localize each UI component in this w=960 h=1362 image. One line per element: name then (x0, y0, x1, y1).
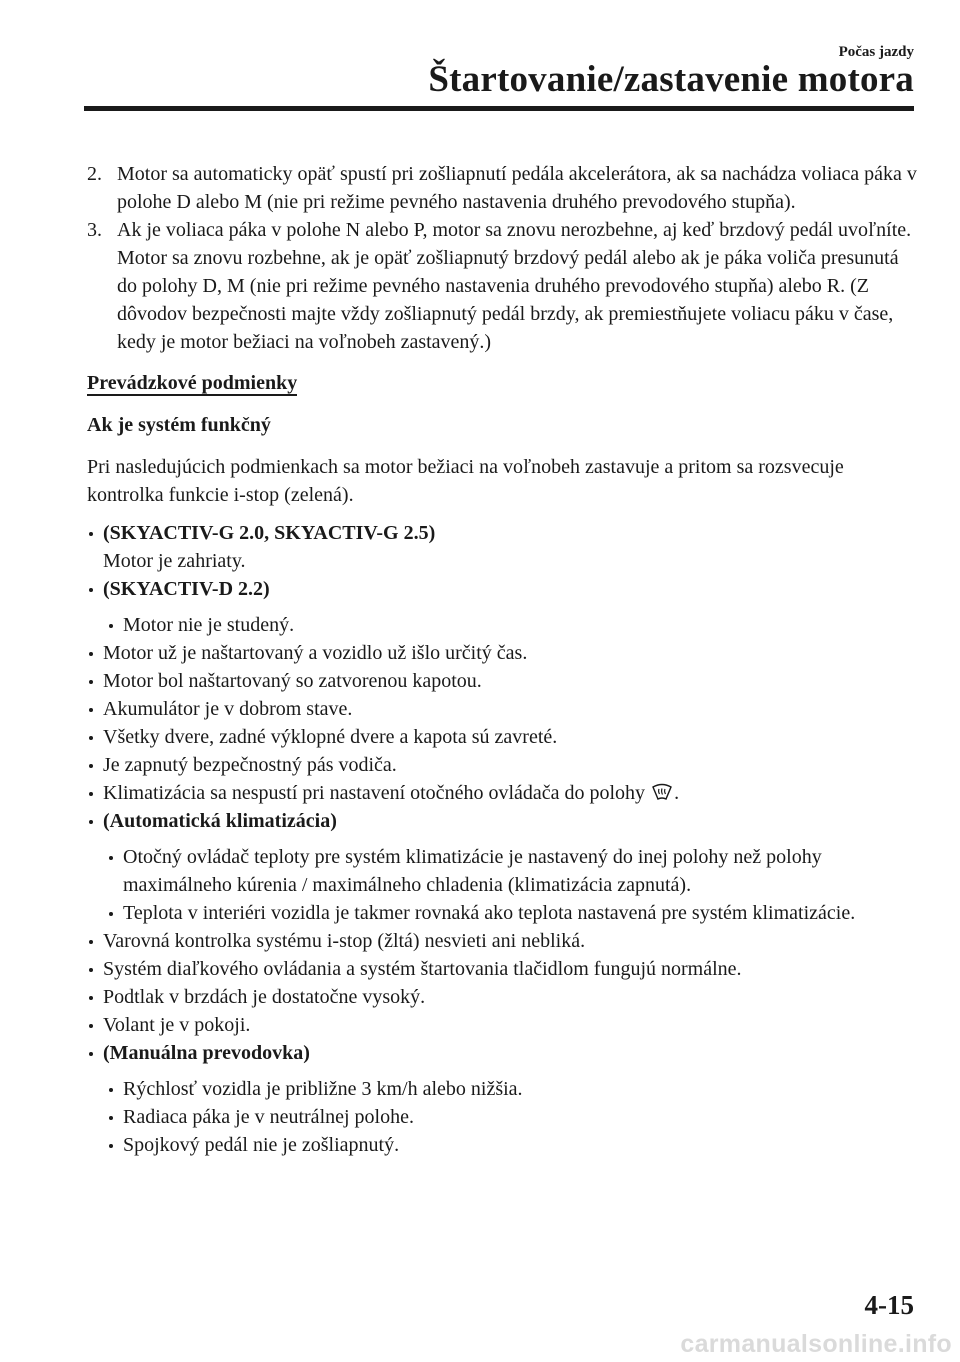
list-item-continuation: Motor je zahriaty. (103, 550, 246, 572)
bullet-icon (109, 1144, 113, 1148)
item-text: Ak je voliaca páka v polohe N alebo P, motor sa znovu nerozbehne, aj keď brzdový pedál uvoľníte. Motor sa znovu rozbehne, ak je opäť zošliapnutý brzdový pedál alebo ak je páka voliča presunutá do polohy D, M (nie pri režime pevného nastavenia druhého prevodového stupňa) alebo R. (Z dôvodov bezpečnosti majte vždy zošliapnutý pedál brzdy, ak premiestňujete voliacu páku v čase, kedy je motor bežiaci na voľnobeh zastavený.) (117, 219, 912, 353)
list-item-text: (SKYACTIV-D 2.2) (103, 578, 270, 600)
item-text: Motor sa automaticky opäť spustí pri zošliapnutí pedála akcelerátora, ak sa nachádza voliaca páka v polohe D alebo M (nie pri režime pevného nastavenia druhého prevodového stupňa). (117, 163, 917, 213)
page-number: 4-15 (864, 1290, 914, 1320)
list-subitem (107, 611, 917, 639)
numbered-item-3 (87, 216, 917, 356)
bullet-icon (89, 588, 93, 592)
bullet-icon (89, 736, 93, 740)
bullet-icon (109, 1088, 113, 1092)
list-subitem (107, 1103, 917, 1131)
intro-paragraph: Pri nasledujúcich podmienkach sa motor bežiaci na voľnobeh zastavuje a pritom sa rozsvecuje kontrolka funkcie i-stop (zelená). (87, 456, 844, 506)
list-item-text: Otočný ovládač teploty pre systém klimatizácie je nastavený do inej polohy než polohy maximálneho kúrenia / maximálneho chladenia (klimatizácia zapnutá). (123, 846, 822, 896)
bullet-icon (89, 820, 93, 824)
list-item-text: Motor už je naštartovaný a vozidlo už išlo určitý čas. (103, 642, 528, 664)
sub-heading: Ak je systém funkčný (87, 414, 271, 436)
list-item-text: (Manuálna prevodovka) (103, 1042, 310, 1064)
bullet-icon (89, 968, 93, 972)
list-item-text: Systém diaľkového ovládania a systém štartovania tlačidlom fungujú normálne. (103, 958, 742, 980)
bullet-icon (89, 1052, 93, 1056)
bullet-icon (89, 532, 93, 536)
list-item-text: Je zapnutý bezpečnostný pás vodiča. (103, 754, 397, 776)
list-item (87, 1011, 917, 1039)
list-item (87, 955, 917, 983)
bullet-icon (89, 708, 93, 712)
windshield-defroster-icon (651, 782, 673, 802)
list-item (87, 983, 917, 1011)
section-heading: Prevádzkové podmienky (87, 372, 298, 394)
bullet-icon (109, 1116, 113, 1120)
item-number: 2. (87, 163, 102, 185)
list-item (87, 807, 917, 835)
list-item-text: Akumulátor je v dobrom stave. (103, 698, 353, 720)
watermark: carmanualsonline.info (680, 1330, 952, 1358)
list-item-text: Spojkový pedál nie je zošliapnutý. (123, 1134, 400, 1156)
page-title: Štartovanie/zastavenie motora (428, 59, 914, 100)
list-item (87, 779, 917, 807)
list-item-text: Teplota v interiéri vozidla je takmer rovnaká ako teplota nastavená pre systém klimatizácie. (123, 902, 856, 924)
bullet-icon (89, 1024, 93, 1028)
list-item-text: Volant je v pokoji. (103, 1014, 251, 1036)
list-item-text-end: . (674, 782, 680, 804)
bullet-icon (89, 996, 93, 1000)
list-item (87, 1039, 917, 1067)
list-item (87, 575, 917, 603)
list-item-text: Klimatizácia sa nespustí pri nastavení otočného ovládača do polohy (103, 782, 646, 804)
bullet-icon (109, 912, 113, 916)
bullet-icon (109, 856, 113, 860)
list-item-text: Podtlak v brzdách je dostatočne vysoký. (103, 986, 426, 1008)
list-item (87, 667, 917, 695)
bullet-icon (89, 764, 93, 768)
list-subitem (107, 1075, 917, 1103)
bullet-icon (89, 680, 93, 684)
list-item (87, 927, 917, 955)
section-label: Počas jazdy (838, 44, 914, 60)
list-item-text: (Automatická klimatizácia) (103, 810, 337, 832)
list-item-text: Všetky dvere, zadné výklopné dvere a kapota sú zavreté. (103, 726, 558, 748)
list-item-text: Radiaca páka je v neutrálnej polohe. (123, 1106, 414, 1128)
bullet-icon (89, 940, 93, 944)
list-item-text: Motor bol naštartovaný so zatvorenou kapotou. (103, 670, 482, 692)
list-subitem (107, 843, 917, 899)
header-rule (84, 106, 914, 111)
condition-list (87, 519, 917, 1159)
list-item (87, 695, 917, 723)
numbered-item-2 (87, 160, 917, 216)
list-item-text: Rýchlosť vozidla je približne 3 km/h alebo nižšia. (123, 1078, 523, 1100)
page-content (87, 160, 917, 1159)
list-item-text: Varovná kontrolka systému i-stop (žltá) nesvieti ani nebliká. (103, 930, 586, 952)
list-subitem (107, 899, 917, 927)
list-item (87, 723, 917, 751)
list-item (87, 519, 917, 547)
list-item (87, 639, 917, 667)
list-item-text: (SKYACTIV-G 2.0, SKYACTIV-G 2.5) (103, 522, 436, 544)
list-item (87, 751, 917, 779)
list-item-text: Motor nie je studený. (123, 614, 295, 636)
bullet-icon (109, 624, 113, 628)
bullet-icon (89, 792, 93, 796)
item-number: 3. (87, 219, 102, 241)
bullet-icon (89, 652, 93, 656)
list-subitem (107, 1131, 917, 1159)
